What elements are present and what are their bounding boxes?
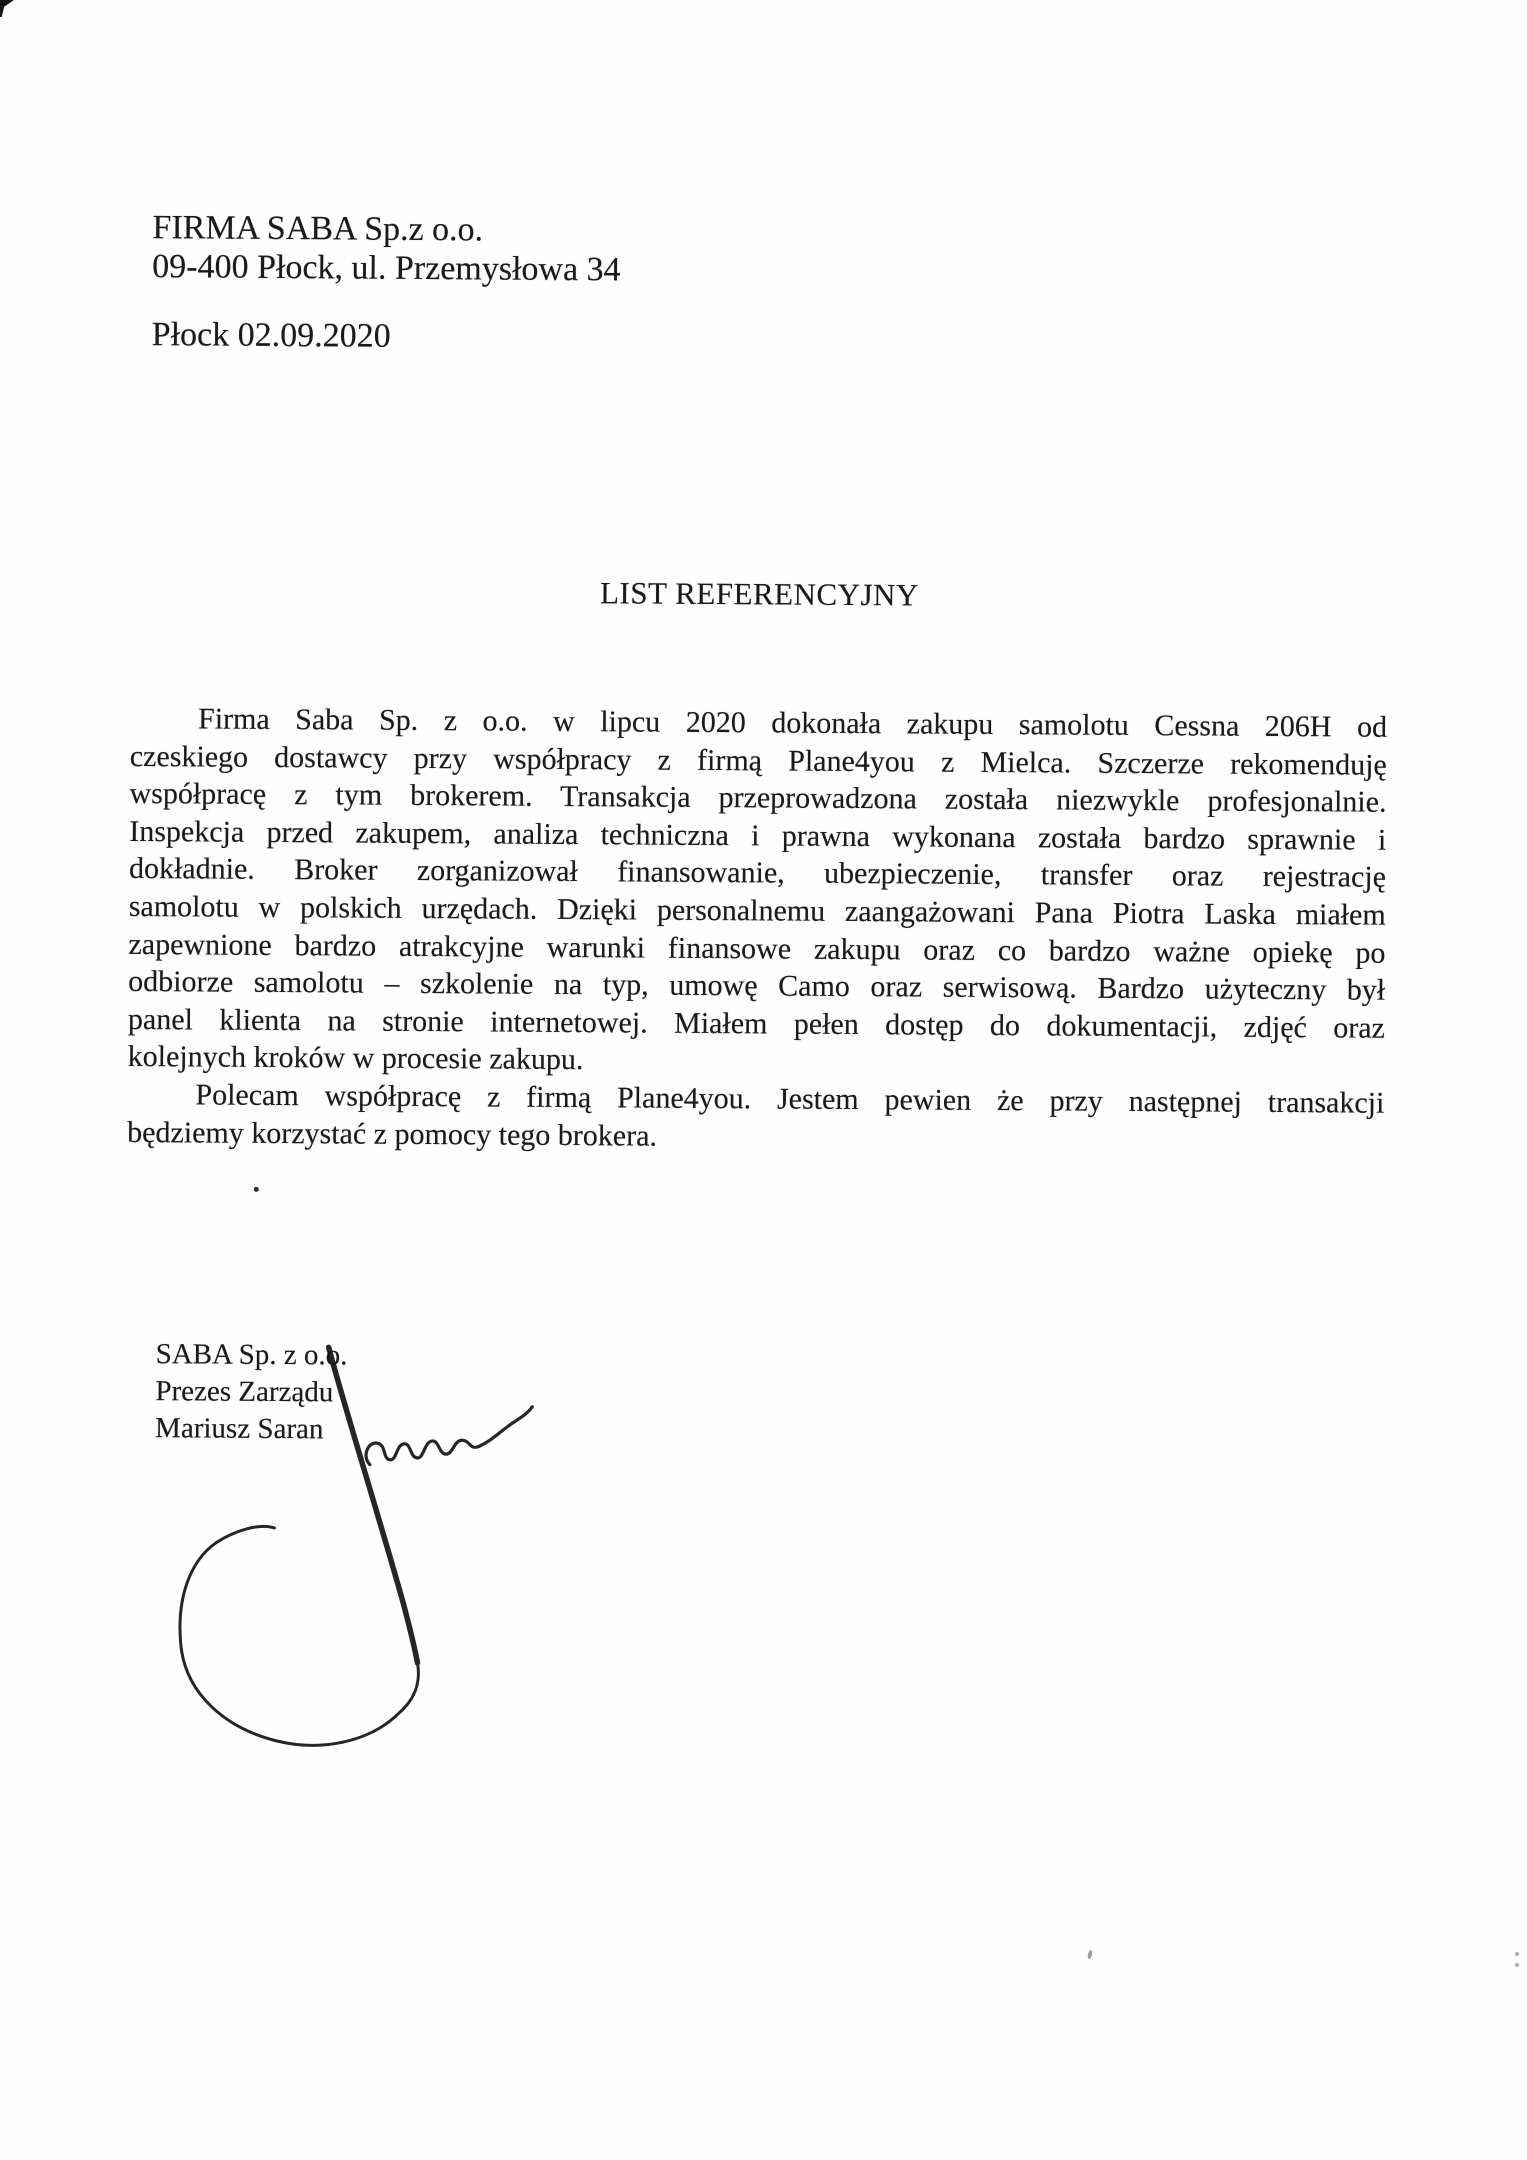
body-line: zapewnione bardzo atrakcyjne warunki finansowe zakupu oraz co bardzo ważne opiekę po xyxy=(128,927,1386,970)
body-line: Polecam współpracę z firmą Plane4you. Jestem pewien że przy następnej transakcji xyxy=(195,1078,1385,1120)
body-line: będziemy korzystać z pomocy tego brokera. xyxy=(127,1115,658,1153)
body-line: samolotu w polskich urzędach. Dzięki personalnemu zaangażowani Pana Piotra Laska miałem xyxy=(128,889,1386,932)
sender-company: FIRMA SABA Sp.z o.o. xyxy=(152,209,484,249)
body-line: współpracę z tym brokerem. Transakcja przeprowadzona została niezwykle profesjonalnie. xyxy=(129,777,1387,819)
body-line: czeskiego dostawcy przy współpracy z firmą Plane4you z Mielca. Szczerze rekomenduję xyxy=(129,739,1387,782)
paragraph-2 xyxy=(127,1076,1384,1160)
sender-address: 09-400 Płock, ul. Przemysłowa 34 xyxy=(152,248,621,289)
body-line: panel klienta na stronie internetowej. Miałem pełen dostęp do dokumentacji, zdjęć oraz xyxy=(127,1002,1386,1045)
letter-body xyxy=(127,700,1387,1160)
body-line: dokładnie. Broker zorganizował finansowanie, ubezpieczenie, transfer oraz rejestrację xyxy=(128,852,1387,895)
body-line: kolejnych kroków w procesie zakupu. xyxy=(127,1040,584,1077)
sender-block xyxy=(152,208,621,289)
body-line: Inspekcja przed zakupem, analiza techniczna i prawna wykonana została bardzo sprawnie i xyxy=(129,814,1387,857)
scan-artifact-speck-colon xyxy=(1515,1952,1519,1956)
paragraph-1 xyxy=(128,700,1388,1085)
signature-role: Prezes Zarządu xyxy=(155,1375,334,1409)
scan-artifact-dot xyxy=(254,1187,259,1192)
body-line: odbiorze samolotu – szkolenie na typ, umowę Camo oraz serwisową. Bardzo użyteczny był xyxy=(128,965,1386,1007)
dateline: Płock 02.09.2020 xyxy=(151,316,391,355)
letter-title: LIST REFERENCYJNY xyxy=(599,575,919,613)
signature-name: Mariusz Saran xyxy=(155,1412,324,1446)
body-line: Firma Saba Sp. z o.o. w lipcu 2020 dokonała zakupu samolotu Cessna 206H od xyxy=(197,702,1388,744)
handwritten-signature-icon xyxy=(140,1330,563,1783)
signature-company: SABA Sp. z o.o. xyxy=(155,1338,348,1372)
